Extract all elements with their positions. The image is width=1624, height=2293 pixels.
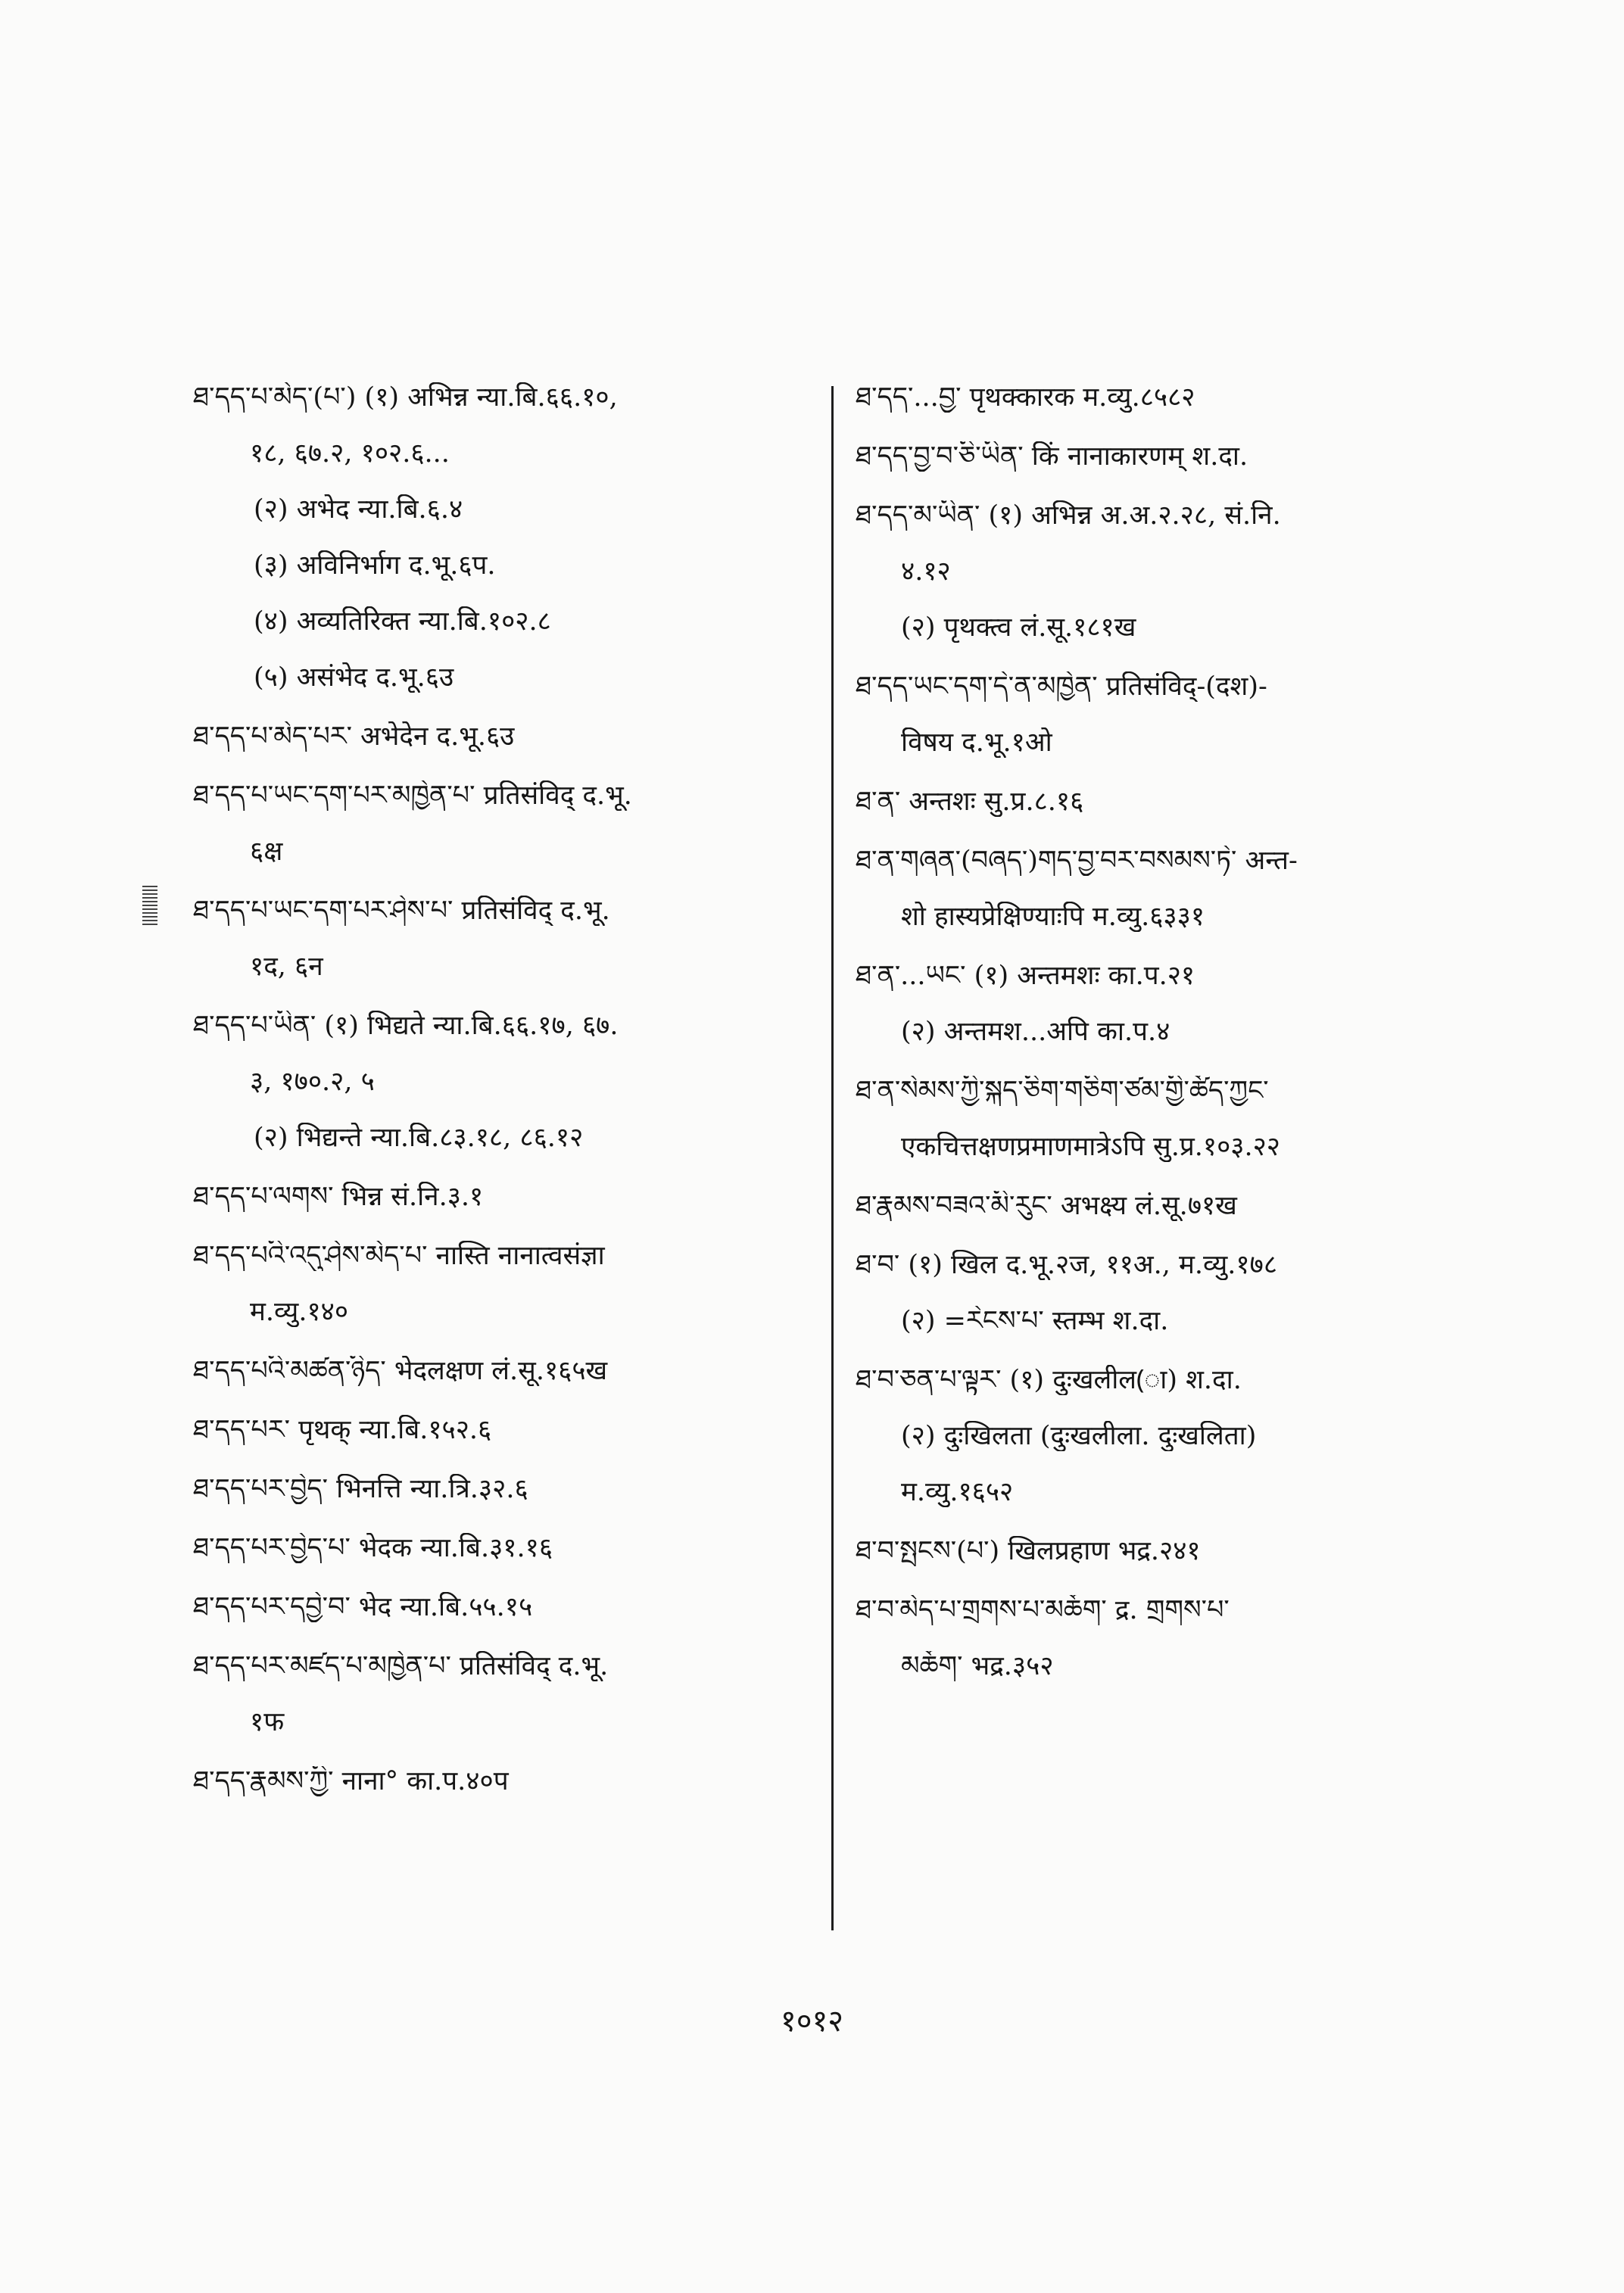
dictionary-entry: ཐ་དད་པ་ལགས་ भिन्न सं.नि.३.१ [193, 1182, 484, 1212]
dictionary-entry: ཐ་དད་པར་མཛད་པ་མཁྱེན་པ་ प्रतिसंविद् द.भू. [193, 1651, 609, 1681]
right-column [856, 382, 1439, 1681]
dictionary-entry: ཐ་དད་...བྱ་ पृथक्कारक म.व्यु.८५८२ [856, 382, 1195, 413]
dictionary-entry: ཐ་དད་པ་ཡང་དག་པར་ཤེས་པ་ प्रतिसंविद् द.भू. [193, 896, 610, 926]
entry-continuation: ३, १७०.२, ५ [250, 1067, 375, 1097]
dictionary-entry: ཐ་དད་བྱ་བ་ཅི་ཡིན་ किं नानाकारणम् श.दा. [856, 441, 1248, 472]
entry-continuation: ६क्ष [250, 837, 283, 867]
dictionary-entry: ཐ་བ་མེད་པ་གྲགས་པ་མཆོག་ द्र. གྲགས་པ་ [856, 1595, 1230, 1625]
dictionary-entry: ཐ་དད་པ་ཡིན་ (१) भिद्यते न्या.बि.६६.१७, ६७. [193, 1011, 619, 1041]
entry-continuation: མཆོག་ भद्र.३५२ [901, 1651, 1054, 1681]
entry-continuation: १फ [250, 1707, 285, 1737]
entry-continuation: (२) भिद्यन्ते न्या.बि.८३.१८, ८६.१२ [254, 1123, 584, 1153]
dictionary-entry: ཐ་ན་ अन्तशः सु.प्र.८.१६ [856, 787, 1084, 817]
entry-continuation: (२) पृथक्त्व लं.सू.१८१ख [901, 612, 1136, 643]
dictionary-entry: ཐ་དད་ཡང་དག་དེ་ན་མཁྱེན་ प्रतिसंविद्-(दश)- [856, 671, 1267, 702]
dictionary-entry: ཐ་བ་ (१) खिल द.भू.२ज, ११अ., म.व्यु.१७८ [856, 1250, 1278, 1280]
entry-continuation: (३) अविनिर्भाग द.भू.६प. [254, 550, 496, 581]
entry-continuation: १८, ६७.२, १०२.६... [250, 438, 450, 469]
dictionary-entry: ཐ་དད་པར་བྱེད་པ་ भेदक न्या.बि.३१.१६ [193, 1533, 553, 1563]
entry-continuation: म.व्यु.१६५२ [901, 1477, 1014, 1507]
entry-continuation: (५) असंभेद द.भू.६उ [254, 662, 454, 693]
entry-continuation: म.व्यु.१४० [250, 1297, 349, 1327]
dictionary-entry: ཐ་བ་སྤངས་(པ་) खिलप्रहाण भद्र.२४१ [856, 1536, 1201, 1566]
dictionary-entry: ཐ་དད་པ་མེད་པར་ अभेदेन द.भू.६उ [193, 721, 515, 752]
dictionary-entry: ཐ་ན་གཞན་(བཞད་)གད་བྱ་བར་བསམས་ཏེ་ अन्त- [856, 846, 1298, 876]
dictionary-entry: ཐ་རྣམས་བཟའ་མི་རུང་ अभक्ष्य लं.सू.७१ख [856, 1191, 1237, 1221]
dictionary-entry: ཐ་དད་མ་ཡིན་ (१) अभिन्न अ.अ.२.२८, सं.नि. [856, 500, 1281, 531]
entry-continuation: (४) अव्यतिरिक्त न्या.बि.१०२.८ [254, 606, 551, 637]
margin-mark [142, 886, 157, 927]
dictionary-entry: ཐ་བ་ཅན་པ་ལྟར་ (१) दुःखलील(ा) श.दा. [856, 1365, 1242, 1395]
entry-continuation: (२) दुःखिलता (दुःखलीला. दुःखलिता) [901, 1421, 1257, 1451]
column-divider [831, 386, 834, 1930]
entry-continuation: (२) अभेद न्या.बि.६.४ [254, 494, 463, 525]
left-column [193, 382, 814, 1796]
dictionary-entry: ཐ་དད་རྣམས་ཀྱི་ नाना° का.प.४०प [193, 1766, 509, 1796]
entry-continuation: शो हास्यप्रेक्षिण्याःपि म.व्यु.६३३१ [901, 902, 1205, 932]
entry-continuation: एकचित्तक्षणप्रमाणमात्रेऽपि सु.प्र.१०३.२२ [901, 1132, 1281, 1162]
dictionary-entry: ཐ་དད་པ་མེད་(པ་) (१) अभिन्न न्या.बि.६६.१०, [193, 382, 618, 413]
entry-continuation: ४.१२ [901, 556, 951, 587]
entry-continuation: (२) =རེངས་པ་ स्तम्भ श.दा. [901, 1306, 1169, 1336]
entry-continuation: (२) अन्तमश...अपि का.प.४ [901, 1017, 1170, 1047]
dictionary-entry: ཐ་དད་པ་ཡང་དག་པར་མཁྱེན་པ་ प्रतिसंविद् द.भू. [193, 780, 632, 811]
dictionary-entry: ཐ་དད་པའི་འདུ་ཤེས་མེད་པ་ नास्ति नानात्वसंज्ञा [193, 1241, 605, 1271]
dictionary-entry: ཐ་དད་པར་བྱེད་ भिनत्ति न्या.त्रि.३२.६ [193, 1474, 528, 1504]
dictionary-entry: ཐ་དད་པའི་མཚན་ཉིད་ भेदलक्षण लं.सू.१६५ख [193, 1356, 608, 1386]
dictionary-entry: ཐ་ན་...ཡང་ (१) अन्तमशः का.प.२१ [856, 961, 1195, 991]
page-number: १०१२ [780, 2004, 844, 2039]
entry-continuation: १द, ६न [250, 952, 323, 982]
dictionary-entry: ཐ་དད་པར་ पृथक् न्या.बि.१५२.६ [193, 1415, 492, 1445]
dictionary-entry: ཐ་ན་སེམས་ཀྱི་སྐད་ཅིག་གཅིག་ཙམ་གྱི་ཚོད་ཀྱང་ [856, 1076, 1269, 1106]
entry-continuation: विषय द.भू.१ओ [901, 727, 1052, 758]
dictionary-entry: ཐ་དད་པར་དབྱེ་བ་ भेद न्या.बि.५५.१५ [193, 1592, 533, 1622]
